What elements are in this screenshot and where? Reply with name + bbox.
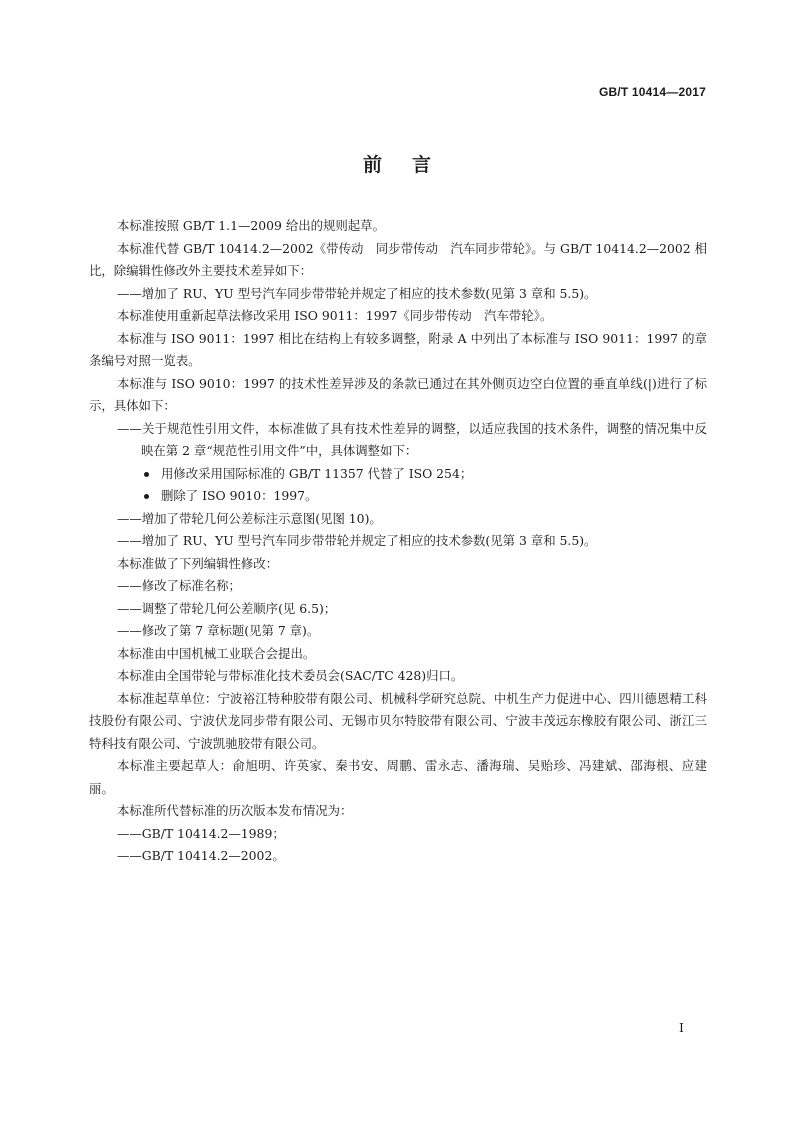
bullet-item (89, 463, 707, 486)
foreword-body (89, 215, 707, 868)
paragraph: 本标准做了下列编辑性修改： (117, 555, 279, 571)
dash-item: ——调整了带轮几何公差顺序(见 6.5)； (117, 600, 337, 616)
paragraph: 本标准与 ISO 9010：1997 的技术性差异涉及的条款已通过在其外侧页边空白位置的垂直单线(|)进行了标示，具体如下： (89, 375, 707, 413)
page-title: 前言 (362, 154, 461, 176)
dash-item: ——GB/T 10414.2—2002。 (117, 848, 285, 863)
bullet-text: 删除了 ISO 9010：1997。 (161, 488, 318, 503)
paragraph: 本标准由中国机械工业联合会提出。 (117, 645, 316, 661)
paragraph: 本标准主要起草人：俞旭明、许英家、秦书安、周鹏、雷永志、潘海瑞、吴贻珍、冯建斌、邵海根、应建丽。 (89, 758, 707, 796)
dash-item: ——关于规范性引用文件，本标准做了具有技术性差异的调整，以适应我国的技术条件，调整的情况集中反映在第 2 章“规范性引用文件”中，具体调整如下： (117, 420, 707, 458)
dash-item: ——增加了带轮几何公差标注示意图(见图 10)。 (117, 510, 382, 526)
dash-item: ——修改了第 7 章标题(见第 7 章)。 (117, 623, 320, 638)
bullet-icon (144, 472, 149, 477)
bullet-text: 用修改采用国际标准的 GB/T 11357 代替了 ISO 254； (161, 465, 473, 481)
paragraph: 本标准由全国带轮与带标准化技术委员会(SAC/TC 428)归口。 (117, 668, 464, 683)
bullet-item (89, 485, 707, 508)
standard-code: GB/T 10414—2017 (598, 85, 706, 99)
paragraph: 本标准与 ISO 9011：1997 相比在结构上有较多调整，附录 A 中列出了本标准与 ISO 9011：1997 的章条编号对照一览表。 (89, 330, 707, 368)
page-number: I (679, 1020, 684, 1035)
paragraph: 本标准按照 GB/T 1.1—2009 给出的规则起草。 (117, 218, 385, 233)
dash-item: ——修改了标准名称； (117, 578, 241, 593)
paragraph: 本标准所代替标准的历次版本发布情况为： (117, 803, 353, 818)
paragraph: 本标准起草单位：宁波裕江特种胶带有限公司、机械科学研究总院、中机生产力促进中心、四川德恩精工科技股份有限公司、宁波伏龙同步带有限公司、无锡市贝尔特胶带有限公司、宁波丰茂远东橡胶有限公司、浙江三特科技有限公司、宁波凯驰胶带有限公司。 (89, 690, 707, 751)
dash-item: ——增加了 RU、YU 型号汽车同步带带轮并规定了相应的技术参数(见第 3 章和 5.5)。 (117, 533, 597, 548)
dash-item: ——GB/T 10414.2—1989； (117, 825, 285, 841)
paragraph: 本标准代替 GB/T 10414.2—2002《带传动 同步带传动 汽车同步带轮》。与 GB/T 10414.2—2002 相比，除编辑性修改外主要技术差异如下： (89, 240, 707, 278)
bullet-icon (144, 494, 149, 499)
paragraph: 本标准使用重新起草法修改采用 ISO 9011：1997《同步带传动 汽车带轮》。 (117, 308, 553, 323)
dash-item: ——增加了 RU、YU 型号汽车同步带带轮并规定了相应的技术参数(见第 3 章和 5.5)。 (117, 285, 597, 301)
